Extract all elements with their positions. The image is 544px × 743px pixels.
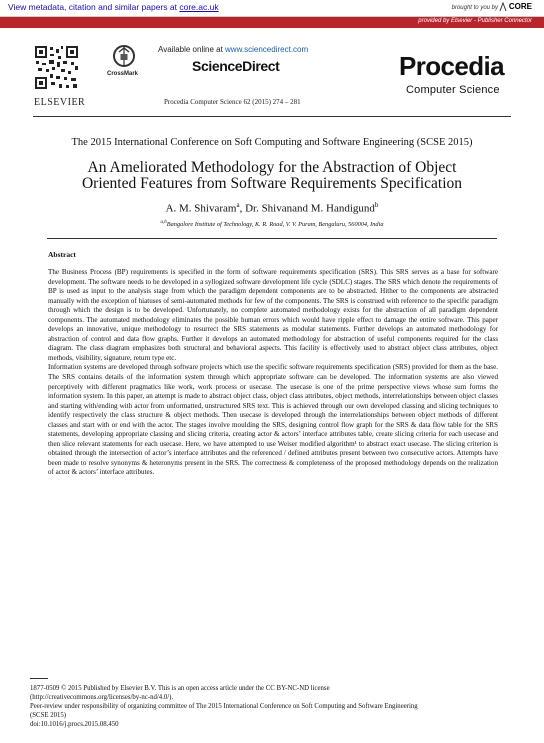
paper-title — [40, 160, 504, 192]
peer-review-line-2: (SCSE 2015) — [30, 712, 67, 719]
author-list — [0, 201, 544, 215]
paper-title-line-1: An Ameliorated Methodology for the Abstraction of Object — [87, 159, 457, 176]
sciencedirect-url[interactable]: www.sciencedirect.com — [225, 45, 309, 54]
elsevier-tree-logo — [33, 44, 80, 91]
procedia-subtitle: Computer Science — [406, 84, 500, 96]
core-link-url[interactable]: core.ac.uk — [179, 2, 219, 12]
core-top-strip — [0, 0, 544, 17]
license-line: 1877-0509 © 2015 Published by Elsevier B.V. This is an open access article under the CC BY-NC-ND license — [30, 685, 330, 692]
doi-line[interactable]: doi:10.1016/j.procs.2015.08.450 — [30, 721, 119, 728]
available-prefix: Available online at — [158, 45, 226, 54]
abstract-paragraph-2: Information systems are developed through software projects which use the specific software requirements specification (SRS) provided for them as the base. The SRS contains details of the information system through which appropriate software can be developed. The information systems are also viewed perceptively with different pragmatics like work, work process or usecase. The usecase is one of the prime perspective views whose sum forms the information system. In this paper, an attempt is made to abstract object class, object class attributes, object methods, interrelationships between object classes and starting with/ending with actor from unformatted, unstructured SRS text. This is achieved through our own developed classing and slicing techniques to identify respectively the class structure & object methods. Then usecase is developed through the interrelationships between object methods of different classes and start with or end with the actor. The stages involve moulding the SRS, designing control flow graph for the SRS & data flow table for the SRS statements, developing appropriate classing and slicing criteria, creating actor & actors’ interface attributes table, create slicing criteria for each usecase and then slice relevant statements for each usecase. Here, we have attempted to use Weiser modified algorithm¹ to abstract exact usecase. The slicing criterion is obtained through the intersection of actor’s interface attributes and the referenced / defined attributes present between two consecutive actors. Attempts have been made to resolve synonyms & heteronyms present in the SRS. The correctness & completeness of the proposed methodology depends on the realization of actor & actors’ interface attributes. — [48, 363, 498, 477]
crossmark-icon[interactable] — [110, 44, 138, 70]
affiliation-mark: a,b — [160, 220, 167, 225]
core-provider-strip — [0, 17, 544, 28]
core-provided-text: provided by Elsevier - Publisher Connector — [418, 18, 532, 24]
abstract-paragraph-1: The Business Process (BP) requirements is specified in the form of software requirements specification (SRS). This SRS serves as a base for software development. The software needs to be developed in a syllogized software development life cycle (SDLC) stages. The SRS which denote the requirements of BP is used as input to the analysis stage from which the paradigm dependent components are to be abstracted. Hither to the components are abstracted manually with the exception of hiatuses of semi-automated methods for few of the components. The SRS is construed with reference to the specific paradigm through which the design is to be developed. Unfortunately, no complete automated methodology exists for the abstraction of all paradigm dependent components. The automated methodology eliminates the possible human errors which would have ripple effect to damage the entire software. This paper develops an innovative, unique methodology to resurrect the SRS statements as modular statements. Further develops an automated methodology for abstraction of control and data flow graphs. Further it develops an automated methodology for abstraction of useful components required for the class diagram. The class diagram emphasizes both structural and behavioral aspects. This facility is effectively used to abstract object class attributes, object methods, visibility, signature, return type etc. — [48, 268, 498, 362]
core-metadata-link[interactable] — [8, 2, 219, 12]
core-logo[interactable]: CORE — [508, 2, 532, 11]
paper-title-line-2: Oriented Features from Software Requirements Specification — [81, 175, 463, 192]
core-logo-icon — [499, 2, 507, 12]
abstract-body — [48, 268, 498, 478]
author-1: A. M. Shivaram — [165, 202, 237, 215]
copyright-footer — [30, 684, 514, 729]
abstract-divider — [47, 238, 497, 239]
license-url[interactable]: (http://creativecommons.org/licenses/by-nc-nd/4.0/). — [30, 694, 174, 701]
journal-reference: Procedia Computer Science 62 (2015) 274 – 281 — [164, 98, 301, 106]
available-online-line — [158, 45, 308, 54]
conference-name: The 2015 International Conference on Soft Computing and Software Engineering (SCSE 2015) — [71, 137, 473, 148]
footnote-rule — [30, 678, 48, 679]
affiliation-text: Bangalore Institute of Technology, K. R. Road, V. V. Puram, Bengaluru, 560004, India — [166, 221, 384, 229]
header-divider — [33, 116, 511, 117]
abstract-heading: Abstract — [48, 250, 76, 259]
crossmark-label: CrossMark — [107, 71, 139, 77]
core-banner — [0, 0, 544, 28]
procedia-logo: Procedia — [399, 51, 505, 81]
elsevier-wordmark: ELSEVIER — [34, 97, 86, 108]
author-2: , Dr. Shivanand M. Handigund — [239, 202, 375, 215]
core-brought-text: brought to you by — [451, 5, 498, 11]
peer-review-line: Peer-review under responsibility of organizing committee of The 2015 International Conference on Soft Computing and Software Engineering — [30, 703, 418, 710]
affiliation — [0, 220, 544, 228]
author-2-affil-mark: b — [374, 201, 379, 209]
author-1-affil-mark: a — [236, 201, 240, 209]
sciencedirect-logo: ScienceDirect — [192, 58, 280, 74]
core-link-prefix: View metadata, citation and similar papers at — [8, 2, 180, 12]
